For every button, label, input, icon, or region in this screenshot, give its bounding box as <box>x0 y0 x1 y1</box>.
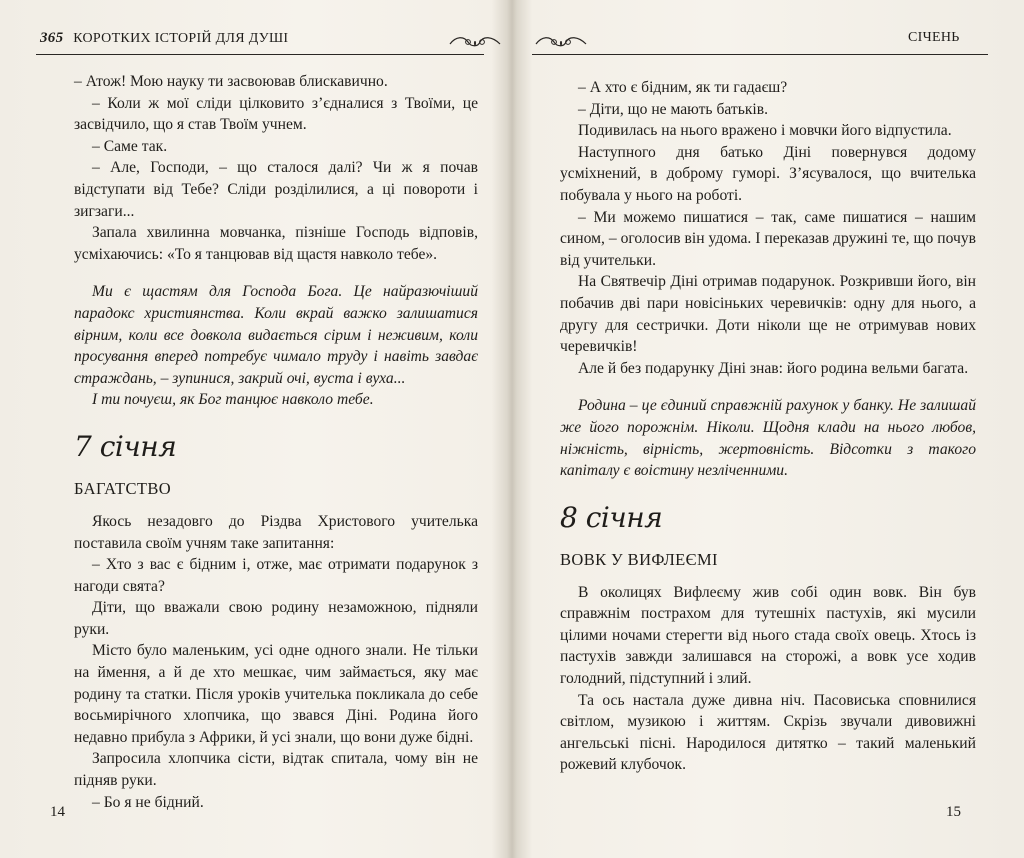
paragraph: Але й без подарунку Діні знав: його родина вельми багата. <box>578 359 969 377</box>
moral-paragraph: Ми є щастям для Господа Бога. Це найразючіший парадокс християнства. Коли вкрай важко залишатися вірним, коли все довкола видається сірим і неживим, коли просування вперед потребує чимало труду і навіть завдає страждань, – зупинися, закрий очі, вуста і вуха... <box>74 283 478 387</box>
paragraph: – Саме так. <box>92 137 168 155</box>
paragraph: Запала хвилинна мовчанка, пізніше Господь відповів, усміхаючись: «То я танцював від щастя навколо тебе». <box>74 224 478 263</box>
paragraph: Діти, що вважали свою родину незаможною, підняли руки. <box>74 599 478 638</box>
paragraph: Та ось настала дуже дивна ніч. Пасовиська сповнилися світлом, музикою і життям. Скрізь звучали дивовижні ангельські пісні. Народилося дитятко – такий маленький рожевий клубочок. <box>560 691 976 774</box>
day-heading: 8 січня <box>560 500 663 534</box>
paragraph: – Бо я не бідний. <box>92 793 204 811</box>
paragraph: Місто було маленьким, усі одне одного знали. Не тільки на ймення, а й де хто мешкає, чим займається, яку має родину та статки. Після уроків учителька покликала до себе восьмирічного хлопчика, що звався Діні. Родина його недавно прибула з Африки, й усі знали, що вони дуже бідні. <box>74 642 478 746</box>
moral-paragraph: І ти почуєш, як Бог танцює навколо тебе. <box>92 391 374 409</box>
story-title: БАГАТСТВО <box>74 478 172 498</box>
paragraph: На Святвечір Діні отримав подарунок. Розкривши його, він побачив дві пари новісіньких черевичків: одну для нього, а другу для сестрички. Доти ніколи ще не отримував нових черевичків! <box>560 273 976 356</box>
paragraph: – А хто є бідним, як ти гадаєш? <box>578 79 788 96</box>
paragraph: – Хто з вас є бідним і, отже, має отримати подарунок з нагоди свята? <box>74 556 478 595</box>
left-body-text <box>74 71 478 813</box>
paragraph: – Коли ж мої сліди цілковито з’єдналися з Твоїми, це засвідчило, що я став Твоїм учнем. <box>74 94 478 134</box>
paragraph: – Але, Господи, – що сталося далі? Чи ж я почав відступати від Тебе? Сліди розділилися, а ці повороти і зигзаги... <box>74 159 478 220</box>
day-heading: 7 січня <box>74 429 177 463</box>
right-page <box>510 0 1024 858</box>
book-title: КОРОТКИХ ІСТОРІЙ ДЛЯ ДУШІ <box>73 31 289 46</box>
paragraph: Подивилась на нього вражено і мовчки його відпустила. <box>578 122 952 140</box>
paragraph: Якось незадовго до Різдва Христового учителька поставила своїм учням таке запитання: <box>74 512 478 552</box>
right-body-text <box>560 77 976 776</box>
page-number: 15 <box>946 804 961 820</box>
paragraph: – Діти, що не мають батьків. <box>578 100 768 118</box>
running-head-left <box>40 30 480 47</box>
paragraph: Запросила хлопчика сісти, відтак спитала, чому він не підняв руки. <box>74 750 478 790</box>
left-page <box>0 0 500 858</box>
header-rule <box>532 54 988 55</box>
moral-paragraph: Родина – це єдиний справжній рахунок у банку. Не залишай же його порожнім. Ніколи. Щодня клади на нього любов, ніжність, вірність, жертовність. Відсотки з такого капіталу є воістину незліченними. <box>560 397 976 480</box>
paragraph: В околицях Вифлеєму жив собі один вовк. Він був справжнім пострахом для тутешніх пастухів, які мусили цілими ночами стерегти від нього стада своїх овець. Хтось із пастухів завжди залишався на сторожі, а вовк усе ходив голодний, підступний і злий. <box>560 583 976 688</box>
ornament-flourish-icon <box>448 32 502 50</box>
story-title: ВОВК У ВИФЛЕЄМІ <box>560 549 718 569</box>
paragraph: – Ми можемо пишатися – так, саме пишатися – нашим сином, – оголосив він удома. І переказав дружині те, що почув від учительки. <box>560 208 976 269</box>
book-logo: 365 <box>40 30 64 46</box>
page-number: 14 <box>50 804 65 820</box>
paragraph: Наступного дня батько Діні повернувся додому усміхнений, в доброму гуморі. З’ясувалося, що вчителька побувала у нього на роботі. <box>560 143 976 204</box>
header-rule <box>36 54 484 55</box>
chapter-title: СІЧЕНЬ <box>908 30 960 45</box>
ornament-flourish-icon <box>534 32 588 50</box>
paragraph: – Атож! Мою науку ти засвоював блискавично. <box>74 73 388 90</box>
